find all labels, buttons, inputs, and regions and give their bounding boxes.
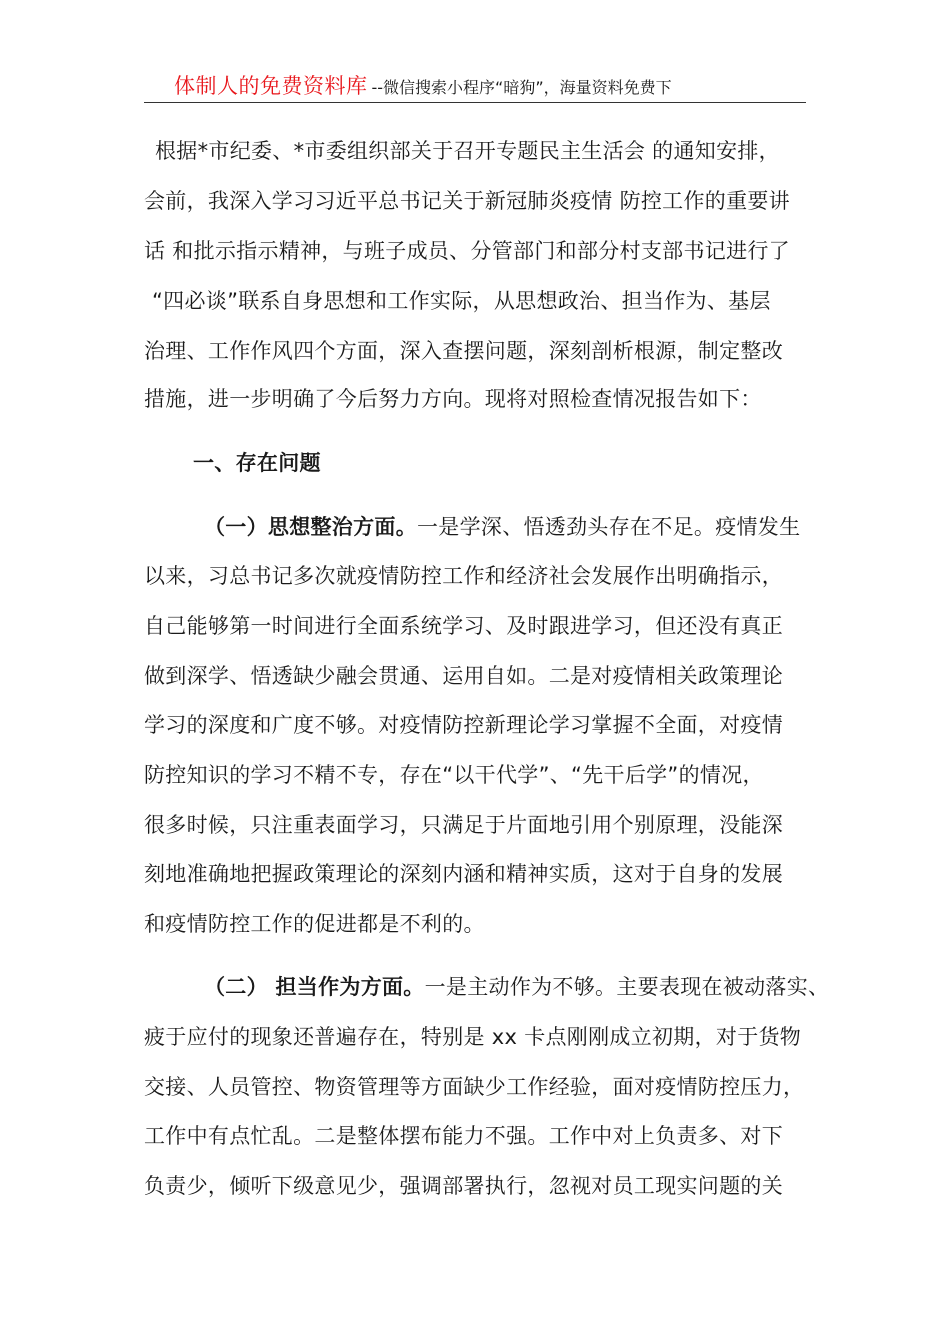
paragraph-line: 很多时候，只注重表面学习，只满足于片面地引用个别原理，没能深 (144, 813, 783, 837)
paragraph-line: 治理、工作作风四个方面，深入查摆问题，深刻剖析根源，制定整改 (144, 339, 783, 363)
subsection-heading: （一）思想整治方面。 (204, 515, 417, 539)
subsection-first-line (204, 972, 884, 1002)
subsection-heading: （二） 担当作为方面。 (204, 975, 425, 999)
subsection-first-line (204, 512, 884, 542)
paragraph-line: 做到深学、悟透缺少融会贯通、运用自如。二是对疫情相关政策理论 (144, 664, 783, 688)
paragraph-line: 和疫情防控工作的促进都是不利的。 (144, 912, 485, 936)
paragraph-line: “四必谈”联系自身思想和工作实际，从思想政治、担当作为、基层 (152, 289, 771, 313)
subsection-text: 一是学深、悟透劲头存在不足。疫情发生 (417, 515, 801, 539)
paragraph-line: 根据*市纪委、*市委组织部关于召开专题民主生活会 的通知安排， (155, 139, 780, 163)
paragraph-line: 防控知识的学习不精不专，存在“以干代学”、“先干后学”的情况， (144, 763, 764, 787)
paragraph-line: 会前，我深入学习习近平总书记关于新冠肺炎疫情 防控工作的重要讲 (144, 189, 790, 213)
paragraph-line: 措施，进一步明确了今后努力方向。现将对照检查情况报告如下： (144, 387, 762, 411)
paragraph-line: 学习的深度和广度不够。对疫情防控新理论学习掌握不全面，对疫情 (144, 713, 783, 737)
paragraph-line: 以来，习总书记多次就疫情防控工作和经济社会发展作出明确指示， (144, 564, 783, 588)
header-subtitle: --微信搜索小程序“暗狗”，海量资料免费下 (371, 78, 672, 97)
paragraph-line: 疲于应付的现象还普遍存在，特别是 xx 卡点刚刚成立初期，对于货物 (144, 1025, 802, 1049)
paragraph-line: 负责少，倾听下级意见少，强调部署执行，忽视对员工现实问题的关 (144, 1174, 783, 1198)
paragraph-line: 话 和批示指示精神，与班子成员、分管部门和部分村支部书记进行了 (144, 239, 790, 263)
subsection-text: 一是主动作为不够。主要表现在被动落实、 (424, 975, 830, 999)
paragraph-line: 刻地准确地把握政策理论的深刻内涵和精神实质，这对于自身的发展 (144, 862, 783, 886)
header-brand: 体制人的免费资料库 (174, 74, 368, 98)
paragraph-line: 工作中有点忙乱。二是整体摆布能力不强。工作中对上负责多、对下 (144, 1124, 783, 1148)
paragraph-line: 自己能够第一时间进行全面系统学习、及时跟进学习，但还没有真正 (144, 614, 783, 638)
section-heading: 一、存在问题 (193, 451, 321, 475)
paragraph-line: 交接、人员管控、物资管理等方面缺少工作经验，面对疫情防控压力， (144, 1075, 805, 1099)
page-header (144, 70, 806, 103)
